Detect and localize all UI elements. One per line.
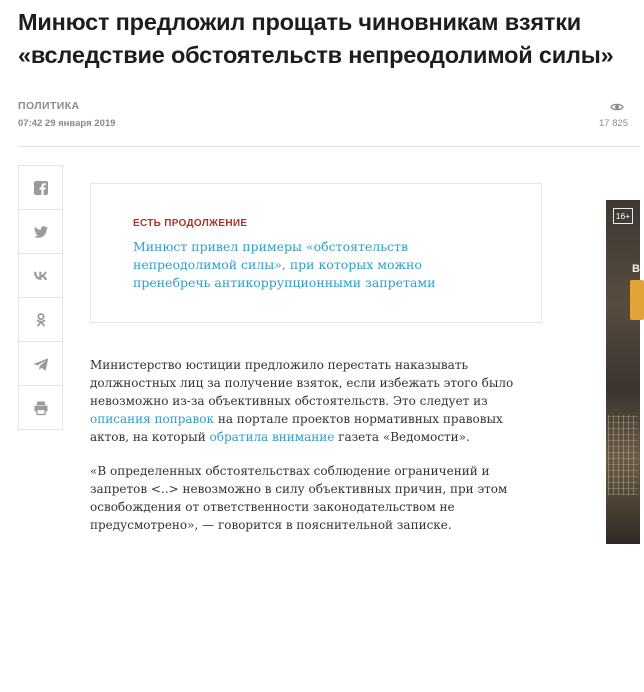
odnoklassniki-icon xyxy=(33,312,49,328)
paragraph-text: на портале проектов нормативных правовых актов, на который xyxy=(90,412,503,444)
share-odnoklassniki-button[interactable] xyxy=(19,298,62,342)
article-meta xyxy=(18,100,628,132)
vk-icon xyxy=(33,268,49,284)
twitter-icon xyxy=(33,224,49,240)
views-count: 17 825 xyxy=(598,118,628,129)
continuation-link[interactable]: Минюст привел примеры «обстоятельств непреодолимой силы», при которых можно пренебречь антикоррупционными запретами xyxy=(133,239,436,290)
share-telegram-button[interactable] xyxy=(19,342,62,386)
share-vk-button[interactable] xyxy=(19,254,62,298)
share-facebook-button[interactable] xyxy=(19,166,62,210)
paragraph-text: Министерство юстиции предложило перестать наказывать должностных лиц за получение взяток, если избежать этого было невозможно из-за объективных обстоятельств. Это следует из xyxy=(90,358,514,408)
print-button[interactable] xyxy=(19,386,62,430)
ad-text: В xyxy=(632,263,640,275)
continuation-card xyxy=(90,183,542,323)
rubric-link[interactable]: ПОЛИТИКА xyxy=(18,100,80,112)
header-divider xyxy=(18,146,640,147)
ad-image-texture xyxy=(608,415,638,495)
paragraph-text: газета «Ведомости». xyxy=(334,430,470,444)
ad-number: 1 xyxy=(632,676,640,692)
article-title-line-1: Минюст предложил прощать чиновникам взятки xyxy=(18,9,582,35)
article-paragraph-1 xyxy=(90,356,540,446)
share-bar xyxy=(18,165,63,430)
age-rating-badge: 16+ xyxy=(613,208,633,224)
publish-date: 07:42 29 января 2019 xyxy=(18,118,116,129)
views-counter xyxy=(568,100,628,132)
print-icon xyxy=(33,400,49,416)
share-twitter-button[interactable] xyxy=(19,210,62,254)
vedomosti-link[interactable]: обратила внимание xyxy=(209,430,335,444)
telegram-icon xyxy=(33,356,49,372)
facebook-icon xyxy=(33,180,49,196)
ad-banner[interactable] xyxy=(606,200,640,692)
amendments-link[interactable]: описания поправок xyxy=(90,412,215,426)
article-paragraph-2: «В определенных обстоятельствах соблюдение ограничений и запретов <..> невозможно в силу объективных причин, при этом освобождения от ответственности законодательством не предусмотрено», — говорится в пояснительной записке. xyxy=(90,464,508,532)
eye-icon xyxy=(610,102,624,112)
continuation-label: ЕСТЬ ПРОДОЛЖЕНИЕ xyxy=(133,218,248,229)
ad-image-shape xyxy=(630,280,644,320)
article-title xyxy=(18,6,638,72)
article-title-line-2: «вследствие обстоятельств непреодолимой силы» xyxy=(18,42,614,68)
